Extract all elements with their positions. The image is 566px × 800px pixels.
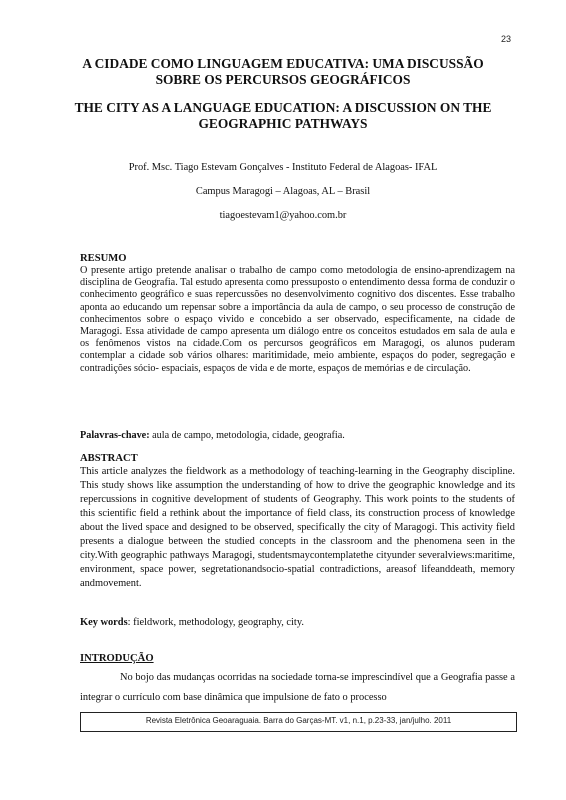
introducao-heading: INTRODUÇÃO <box>80 653 154 664</box>
abstract-heading: ABSTRACT <box>80 453 138 464</box>
key-words <box>80 616 515 629</box>
campus-line: Campus Maragogi – Alagoas, AL – Brasil <box>195 186 371 197</box>
journal-footer: Revista Eletrônica Geoaraguaia. Barra do Garças-MT. v1, n.1, p.23-33, jan/julho. 2011 <box>145 716 452 725</box>
page-number: 23 <box>500 34 511 44</box>
abstract-text: This article analyzes the fieldwork as a methodology of teaching-learning in the Geography discipline. This study shows like assumption the understanding of how to drive the geographic knowledge and its repercussions in cognitive development of students of Geography. This work points to the students of this scientific field a rethink about the importance of field class, its construction process of knowledge about the lived space and designed to be observed, specifically the city of Maragogi. This activity field presents a dialogue between the studied concepts in the classroom and the phenomena seen in the city.With geographic pathways Maragogi, studentsmaycontemplatethe cityunder severalviews:maritime, environment, space power, segretationandsocio-spatial contradictions, areasof lifeanddeath, memory andmovement. <box>80 466 515 589</box>
author-line: Prof. Msc. Tiago Estevam Gonçalves - Instituto Federal de Alagoas- IFAL <box>128 162 438 173</box>
resumo-text: O presente artigo pretende analisar o trabalho de campo como metodologia de ensino-aprendizagem na disciplina de Geografia. Tal estudo apresenta como pressuposto o entendimento dessa forma de conduzir o conhecimento geográfico e suas repercussões no desenvolvimento cognitivo dos discentes. Esse trabalho aponta ao educando um repensar sobre a importância da aula de campo, o seu processo de construção de conhecimentos sobre o espaço vivido e concebido a ser observado, especificamente, na cidade de Maragogi. Essa atividade de campo apresenta um diálogo entre os conceitos estudados em sala de aula e os fenômenos vistos na cidade.Com os percursos geográficos em Maragogi, os alunos puderam contemplar a cidade sob vários olhares: maritimidade, meio ambiente, espaços do poder, segregação e contradições sócio- espaciais, espaços de vida e de morte, espaços de memórias e de circulação. <box>80 265 515 374</box>
palavras-chave <box>80 429 515 442</box>
resumo-heading: RESUMO <box>80 253 127 264</box>
title-english: THE CITY AS A LANGUAGE EDUCATION: A DISCUSSION ON THE GEOGRAPHIC PATHWAYS <box>74 100 492 131</box>
key-words-label: Key words <box>80 617 128 628</box>
key-words-values: : fieldwork, methodology, geography, city. <box>127 617 304 628</box>
palavras-chave-values: aula de campo, metodologia, cidade, geografia. <box>149 430 345 441</box>
title-portuguese: A CIDADE COMO LINGUAGEM EDUCATIVA: UMA DISCUSSÃO SOBRE OS PERCURSOS GEOGRÁFICOS <box>82 56 484 87</box>
palavras-chave-label: Palavras-chave: <box>80 430 150 441</box>
introducao-text: No bojo das mudanças ocorridas na sociedade torna-se imprescindível que a Geografia passe a integrar o currículo com base dinâmica que impulsione de fato o processo <box>80 672 515 703</box>
author-email[interactable]: tiagoestevam1@yahoo.com.br <box>219 210 347 221</box>
